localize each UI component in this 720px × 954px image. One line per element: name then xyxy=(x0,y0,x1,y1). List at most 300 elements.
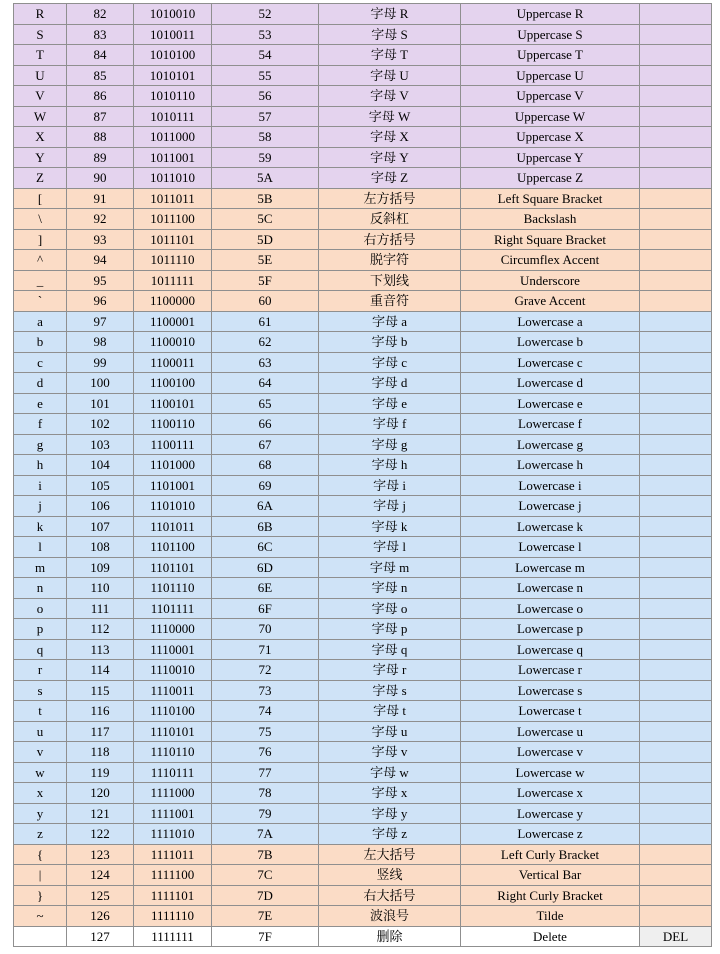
table-row xyxy=(14,906,712,927)
chinese-name-cell: 字母 d xyxy=(319,373,461,394)
hex-cell: 58 xyxy=(212,127,319,148)
abbreviation-cell xyxy=(640,147,712,168)
english-name-cell: Lowercase k xyxy=(461,516,640,537)
binary-cell: 1101111 xyxy=(134,598,212,619)
abbreviation-cell xyxy=(640,557,712,578)
char-cell: W xyxy=(14,106,67,127)
hex-cell: 75 xyxy=(212,721,319,742)
ascii-table xyxy=(13,3,712,947)
table-row xyxy=(14,926,712,947)
english-name-cell: Uppercase S xyxy=(461,24,640,45)
decimal-cell: 123 xyxy=(67,844,134,865)
chinese-name-cell: 字母 V xyxy=(319,86,461,107)
english-name-cell: Lowercase c xyxy=(461,352,640,373)
binary-cell: 1011011 xyxy=(134,188,212,209)
abbreviation-cell xyxy=(640,24,712,45)
english-name-cell: Lowercase n xyxy=(461,578,640,599)
abbreviation-cell: DEL xyxy=(640,926,712,947)
english-name-cell: Right Square Bracket xyxy=(461,229,640,250)
english-name-cell: Uppercase Z xyxy=(461,168,640,189)
table-row xyxy=(14,680,712,701)
chinese-name-cell: 字母 T xyxy=(319,45,461,66)
chinese-name-cell: 字母 a xyxy=(319,311,461,332)
chinese-name-cell: 字母 o xyxy=(319,598,461,619)
abbreviation-cell xyxy=(640,250,712,271)
chinese-name-cell: 字母 r xyxy=(319,660,461,681)
english-name-cell: Lowercase j xyxy=(461,496,640,517)
chinese-name-cell: 右方括号 xyxy=(319,229,461,250)
hex-cell: 79 xyxy=(212,803,319,824)
binary-cell: 1100111 xyxy=(134,434,212,455)
char-cell: n xyxy=(14,578,67,599)
decimal-cell: 96 xyxy=(67,291,134,312)
hex-cell: 61 xyxy=(212,311,319,332)
decimal-cell: 124 xyxy=(67,865,134,886)
table-row xyxy=(14,598,712,619)
table-row xyxy=(14,24,712,45)
table-row xyxy=(14,209,712,230)
abbreviation-cell xyxy=(640,270,712,291)
binary-cell: 1101101 xyxy=(134,557,212,578)
english-name-cell: Uppercase U xyxy=(461,65,640,86)
decimal-cell: 106 xyxy=(67,496,134,517)
english-name-cell: Lowercase q xyxy=(461,639,640,660)
char-cell: k xyxy=(14,516,67,537)
table-row xyxy=(14,106,712,127)
char-cell: { xyxy=(14,844,67,865)
decimal-cell: 102 xyxy=(67,414,134,435)
decimal-cell: 127 xyxy=(67,926,134,947)
binary-cell: 1010010 xyxy=(134,4,212,25)
abbreviation-cell xyxy=(640,373,712,394)
hex-cell: 7E xyxy=(212,906,319,927)
english-name-cell: Right Curly Bracket xyxy=(461,885,640,906)
table-row xyxy=(14,311,712,332)
table-row xyxy=(14,455,712,476)
english-name-cell: Vertical Bar xyxy=(461,865,640,886)
decimal-cell: 99 xyxy=(67,352,134,373)
decimal-cell: 86 xyxy=(67,86,134,107)
decimal-cell: 92 xyxy=(67,209,134,230)
binary-cell: 1100110 xyxy=(134,414,212,435)
table-row xyxy=(14,127,712,148)
chinese-name-cell: 字母 u xyxy=(319,721,461,742)
binary-cell: 1011111 xyxy=(134,270,212,291)
char-cell: l xyxy=(14,537,67,558)
chinese-name-cell: 字母 s xyxy=(319,680,461,701)
hex-cell: 5A xyxy=(212,168,319,189)
abbreviation-cell xyxy=(640,906,712,927)
binary-cell: 1100000 xyxy=(134,291,212,312)
hex-cell: 71 xyxy=(212,639,319,660)
chinese-name-cell: 左方括号 xyxy=(319,188,461,209)
english-name-cell: Uppercase R xyxy=(461,4,640,25)
char-cell: h xyxy=(14,455,67,476)
table-row xyxy=(14,4,712,25)
hex-cell: 54 xyxy=(212,45,319,66)
hex-cell: 72 xyxy=(212,660,319,681)
chinese-name-cell: 字母 h xyxy=(319,455,461,476)
binary-cell: 1101010 xyxy=(134,496,212,517)
chinese-name-cell: 字母 X xyxy=(319,127,461,148)
hex-cell: 67 xyxy=(212,434,319,455)
chinese-name-cell: 字母 c xyxy=(319,352,461,373)
abbreviation-cell xyxy=(640,516,712,537)
decimal-cell: 114 xyxy=(67,660,134,681)
char-cell: _ xyxy=(14,270,67,291)
char-cell: z xyxy=(14,824,67,845)
table-row xyxy=(14,701,712,722)
binary-cell: 1100010 xyxy=(134,332,212,353)
table-row xyxy=(14,188,712,209)
table-row xyxy=(14,639,712,660)
chinese-name-cell: 波浪号 xyxy=(319,906,461,927)
chinese-name-cell: 字母 z xyxy=(319,824,461,845)
char-cell: Y xyxy=(14,147,67,168)
chinese-name-cell: 字母 w xyxy=(319,762,461,783)
english-name-cell: Underscore xyxy=(461,270,640,291)
english-name-cell: Uppercase V xyxy=(461,86,640,107)
table-row xyxy=(14,742,712,763)
table-row xyxy=(14,45,712,66)
char-cell: R xyxy=(14,4,67,25)
binary-cell: 1101100 xyxy=(134,537,212,558)
binary-cell: 1101000 xyxy=(134,455,212,476)
decimal-cell: 113 xyxy=(67,639,134,660)
char-cell: v xyxy=(14,742,67,763)
char-cell: c xyxy=(14,352,67,373)
abbreviation-cell xyxy=(640,865,712,886)
abbreviation-cell xyxy=(640,721,712,742)
decimal-cell: 85 xyxy=(67,65,134,86)
abbreviation-cell xyxy=(640,188,712,209)
binary-cell: 1100100 xyxy=(134,373,212,394)
binary-cell: 1101011 xyxy=(134,516,212,537)
english-name-cell: Lowercase r xyxy=(461,660,640,681)
chinese-name-cell: 右大括号 xyxy=(319,885,461,906)
decimal-cell: 84 xyxy=(67,45,134,66)
table-row xyxy=(14,65,712,86)
binary-cell: 1100001 xyxy=(134,311,212,332)
binary-cell: 1010100 xyxy=(134,45,212,66)
decimal-cell: 101 xyxy=(67,393,134,414)
english-name-cell: Lowercase v xyxy=(461,742,640,763)
chinese-name-cell: 字母 Z xyxy=(319,168,461,189)
hex-cell: 55 xyxy=(212,65,319,86)
chinese-name-cell: 下划线 xyxy=(319,270,461,291)
abbreviation-cell xyxy=(640,783,712,804)
abbreviation-cell xyxy=(640,291,712,312)
decimal-cell: 94 xyxy=(67,250,134,271)
hex-cell: 70 xyxy=(212,619,319,640)
english-name-cell: Lowercase h xyxy=(461,455,640,476)
chinese-name-cell: 反斜杠 xyxy=(319,209,461,230)
table-row xyxy=(14,291,712,312)
binary-cell: 1010011 xyxy=(134,24,212,45)
binary-cell: 1111101 xyxy=(134,885,212,906)
table-row xyxy=(14,865,712,886)
decimal-cell: 98 xyxy=(67,332,134,353)
table-row xyxy=(14,885,712,906)
char-cell: w xyxy=(14,762,67,783)
chinese-name-cell: 字母 x xyxy=(319,783,461,804)
abbreviation-cell xyxy=(640,86,712,107)
char-cell: ] xyxy=(14,229,67,250)
ascii-table-body xyxy=(14,4,712,947)
chinese-name-cell: 字母 i xyxy=(319,475,461,496)
table-row xyxy=(14,270,712,291)
chinese-name-cell: 字母 j xyxy=(319,496,461,517)
english-name-cell: Circumflex Accent xyxy=(461,250,640,271)
abbreviation-cell xyxy=(640,578,712,599)
table-row xyxy=(14,434,712,455)
english-name-cell: Lowercase i xyxy=(461,475,640,496)
hex-cell: 56 xyxy=(212,86,319,107)
hex-cell: 73 xyxy=(212,680,319,701)
table-row xyxy=(14,660,712,681)
abbreviation-cell xyxy=(640,45,712,66)
english-name-cell: Lowercase p xyxy=(461,619,640,640)
hex-cell: 7A xyxy=(212,824,319,845)
table-row xyxy=(14,844,712,865)
decimal-cell: 125 xyxy=(67,885,134,906)
binary-cell: 1111111 xyxy=(134,926,212,947)
abbreviation-cell xyxy=(640,4,712,25)
binary-cell: 1011100 xyxy=(134,209,212,230)
decimal-cell: 105 xyxy=(67,475,134,496)
char-cell: ~ xyxy=(14,906,67,927)
english-name-cell: Lowercase w xyxy=(461,762,640,783)
char-cell: U xyxy=(14,65,67,86)
binary-cell: 1100011 xyxy=(134,352,212,373)
chinese-name-cell: 字母 e xyxy=(319,393,461,414)
english-name-cell: Lowercase s xyxy=(461,680,640,701)
decimal-cell: 100 xyxy=(67,373,134,394)
chinese-name-cell: 字母 k xyxy=(319,516,461,537)
abbreviation-cell xyxy=(640,598,712,619)
table-row xyxy=(14,578,712,599)
english-name-cell: Lowercase b xyxy=(461,332,640,353)
table-row xyxy=(14,414,712,435)
hex-cell: 64 xyxy=(212,373,319,394)
char-cell: j xyxy=(14,496,67,517)
chinese-name-cell: 字母 v xyxy=(319,742,461,763)
abbreviation-cell xyxy=(640,660,712,681)
decimal-cell: 111 xyxy=(67,598,134,619)
abbreviation-cell xyxy=(640,537,712,558)
hex-cell: 59 xyxy=(212,147,319,168)
table-row xyxy=(14,147,712,168)
abbreviation-cell xyxy=(640,762,712,783)
char-cell: m xyxy=(14,557,67,578)
binary-cell: 1110001 xyxy=(134,639,212,660)
decimal-cell: 107 xyxy=(67,516,134,537)
table-row xyxy=(14,475,712,496)
table-row xyxy=(14,86,712,107)
abbreviation-cell xyxy=(640,455,712,476)
english-name-cell: Uppercase T xyxy=(461,45,640,66)
hex-cell: 52 xyxy=(212,4,319,25)
hex-cell: 5B xyxy=(212,188,319,209)
chinese-name-cell: 字母 S xyxy=(319,24,461,45)
char-cell: t xyxy=(14,701,67,722)
hex-cell: 5E xyxy=(212,250,319,271)
char-cell: | xyxy=(14,865,67,886)
char-cell: T xyxy=(14,45,67,66)
abbreviation-cell xyxy=(640,127,712,148)
table-row xyxy=(14,619,712,640)
char-cell: [ xyxy=(14,188,67,209)
decimal-cell: 115 xyxy=(67,680,134,701)
binary-cell: 1111110 xyxy=(134,906,212,927)
chinese-name-cell: 重音符 xyxy=(319,291,461,312)
english-name-cell: Grave Accent xyxy=(461,291,640,312)
binary-cell: 1100101 xyxy=(134,393,212,414)
chinese-name-cell: 字母 m xyxy=(319,557,461,578)
chinese-name-cell: 字母 y xyxy=(319,803,461,824)
chinese-name-cell: 字母 f xyxy=(319,414,461,435)
english-name-cell: Lowercase a xyxy=(461,311,640,332)
abbreviation-cell xyxy=(640,701,712,722)
chinese-name-cell: 字母 R xyxy=(319,4,461,25)
english-name-cell: Lowercase f xyxy=(461,414,640,435)
hex-cell: 6E xyxy=(212,578,319,599)
decimal-cell: 108 xyxy=(67,537,134,558)
hex-cell: 63 xyxy=(212,352,319,373)
char-cell: b xyxy=(14,332,67,353)
binary-cell: 1111010 xyxy=(134,824,212,845)
abbreviation-cell xyxy=(640,475,712,496)
decimal-cell: 126 xyxy=(67,906,134,927)
binary-cell: 1011000 xyxy=(134,127,212,148)
binary-cell: 1010111 xyxy=(134,106,212,127)
hex-cell: 74 xyxy=(212,701,319,722)
char-cell: y xyxy=(14,803,67,824)
english-name-cell: Lowercase l xyxy=(461,537,640,558)
table-row xyxy=(14,721,712,742)
chinese-name-cell: 左大括号 xyxy=(319,844,461,865)
binary-cell: 1111011 xyxy=(134,844,212,865)
hex-cell: 78 xyxy=(212,783,319,804)
table-row xyxy=(14,373,712,394)
chinese-name-cell: 字母 U xyxy=(319,65,461,86)
hex-cell: 6A xyxy=(212,496,319,517)
hex-cell: 6F xyxy=(212,598,319,619)
english-name-cell: Lowercase x xyxy=(461,783,640,804)
char-cell: e xyxy=(14,393,67,414)
english-name-cell: Lowercase g xyxy=(461,434,640,455)
english-name-cell: Left Curly Bracket xyxy=(461,844,640,865)
abbreviation-cell xyxy=(640,680,712,701)
decimal-cell: 88 xyxy=(67,127,134,148)
binary-cell: 1011101 xyxy=(134,229,212,250)
table-row xyxy=(14,250,712,271)
abbreviation-cell xyxy=(640,311,712,332)
abbreviation-cell xyxy=(640,106,712,127)
hex-cell: 57 xyxy=(212,106,319,127)
binary-cell: 1101001 xyxy=(134,475,212,496)
abbreviation-cell xyxy=(640,352,712,373)
table-row xyxy=(14,537,712,558)
char-cell: S xyxy=(14,24,67,45)
decimal-cell: 93 xyxy=(67,229,134,250)
hex-cell: 5C xyxy=(212,209,319,230)
decimal-cell: 103 xyxy=(67,434,134,455)
char-cell: d xyxy=(14,373,67,394)
char-cell: r xyxy=(14,660,67,681)
chinese-name-cell: 删除 xyxy=(319,926,461,947)
english-name-cell: Delete xyxy=(461,926,640,947)
binary-cell: 1010101 xyxy=(134,65,212,86)
binary-cell: 1010110 xyxy=(134,86,212,107)
decimal-cell: 121 xyxy=(67,803,134,824)
english-name-cell: Backslash xyxy=(461,209,640,230)
char-cell: ^ xyxy=(14,250,67,271)
chinese-name-cell: 字母 q xyxy=(319,639,461,660)
decimal-cell: 91 xyxy=(67,188,134,209)
char-cell: V xyxy=(14,86,67,107)
decimal-cell: 117 xyxy=(67,721,134,742)
chinese-name-cell: 竖线 xyxy=(319,865,461,886)
abbreviation-cell xyxy=(640,332,712,353)
char-cell: } xyxy=(14,885,67,906)
abbreviation-cell xyxy=(640,393,712,414)
abbreviation-cell xyxy=(640,168,712,189)
char-cell: x xyxy=(14,783,67,804)
abbreviation-cell xyxy=(640,885,712,906)
hex-cell: 77 xyxy=(212,762,319,783)
decimal-cell: 90 xyxy=(67,168,134,189)
hex-cell: 7C xyxy=(212,865,319,886)
decimal-cell: 120 xyxy=(67,783,134,804)
table-row xyxy=(14,762,712,783)
chinese-name-cell: 字母 Y xyxy=(319,147,461,168)
abbreviation-cell xyxy=(640,824,712,845)
chinese-name-cell: 字母 b xyxy=(319,332,461,353)
english-name-cell: Tilde xyxy=(461,906,640,927)
abbreviation-cell xyxy=(640,209,712,230)
binary-cell: 1110111 xyxy=(134,762,212,783)
decimal-cell: 82 xyxy=(67,4,134,25)
binary-cell: 1110000 xyxy=(134,619,212,640)
english-name-cell: Uppercase X xyxy=(461,127,640,148)
table-row xyxy=(14,516,712,537)
table-row xyxy=(14,168,712,189)
table-row xyxy=(14,803,712,824)
char-cell: f xyxy=(14,414,67,435)
hex-cell: 65 xyxy=(212,393,319,414)
table-row xyxy=(14,783,712,804)
hex-cell: 6B xyxy=(212,516,319,537)
decimal-cell: 87 xyxy=(67,106,134,127)
abbreviation-cell xyxy=(640,434,712,455)
hex-cell: 7B xyxy=(212,844,319,865)
table-row xyxy=(14,332,712,353)
english-name-cell: Lowercase o xyxy=(461,598,640,619)
hex-cell: 7D xyxy=(212,885,319,906)
binary-cell: 1110010 xyxy=(134,660,212,681)
chinese-name-cell: 字母 p xyxy=(319,619,461,640)
english-name-cell: Lowercase y xyxy=(461,803,640,824)
decimal-cell: 116 xyxy=(67,701,134,722)
hex-cell: 6C xyxy=(212,537,319,558)
decimal-cell: 112 xyxy=(67,619,134,640)
abbreviation-cell xyxy=(640,742,712,763)
decimal-cell: 104 xyxy=(67,455,134,476)
hex-cell: 68 xyxy=(212,455,319,476)
binary-cell: 1011001 xyxy=(134,147,212,168)
decimal-cell: 119 xyxy=(67,762,134,783)
